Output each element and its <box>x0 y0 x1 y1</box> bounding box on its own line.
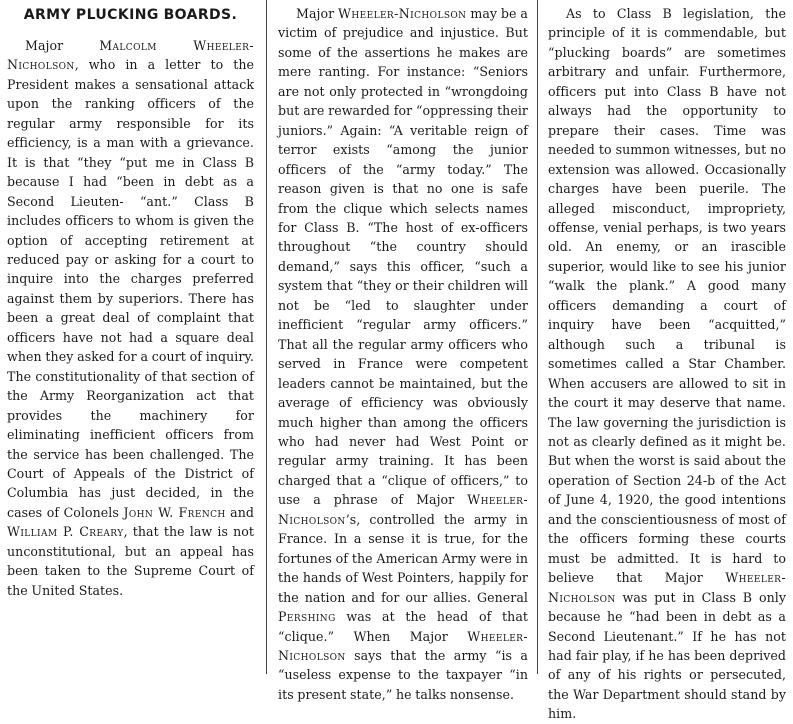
text-run: may be a victim of prejudice and injustice. But some of the assertions he makes are mere ranting. For instance: “Seniors are not only protected in “wrongdoing but are rewarded for “oppressing their juniors.” Again: “A veritable reign of terror exists “among the junior officers of the “army today.” The reason given is that no one is safe from the clique which selects names for Class B. “The host of ex-officers throughout “the country should demand,” says this officer, “such a system that “they or their children will not be “led to slaughter under inefficient “regular army officers.” That all the regular army officers who served in France were competent leaders cannot be maintained, but the average of efficiency was obviously much higher than among the officers who had never had West Point or regular army training. It has been charged that a “clique of officers,” to use a phrase of Major <box>278 6 528 508</box>
text-run: , who in a letter to the President makes a sensational attack upon the ranking officers of the regular army responsible for its efficiency, is a man with a grievance. It is that “they “put me in Class B because I had “been in debt as a Second Lieuten- “ant.” Class B includes officers to whom is given the option of accepting retirement at reduced pay or asking for a court to inquire into the charges preferred against them by superiors. There has been a great deal of complaint that officers have not had a square deal when they asked for a court of inquiry. The constitutionality of that section of the Army Reorganization act that provides the machinery for eliminating inefficient officers from the service has been challenged. The Court of Appeals of the District of Columbia has just decided, in the cases of Colonels <box>7 57 254 520</box>
text-run: Major <box>25 38 100 53</box>
text-run: was at the head of that “clique.” When Major <box>278 609 528 644</box>
text-run: says that the army “is a “useless expense to the taxpayer “in its present state,” he talks nonsense. <box>278 647 528 702</box>
paragraph-1 <box>7 36 254 600</box>
column-1 <box>0 0 261 674</box>
person-name: Wheeler-Nicholson <box>548 570 786 605</box>
article-headline: ARMY PLUCKING BOARDS. <box>23 7 238 23</box>
column-divider <box>537 0 538 674</box>
paragraph-3 <box>548 4 786 724</box>
person-name: John W. French <box>123 504 226 520</box>
text-run: As to Class B legislation, the principle of it is commendable, but “plucking boards” are sometimes arbitrary and unfair. Furthermore, officers put into Class B have not always had the opportunity to prepare their cases. Time was needed to summon witnesses, but no extension was allowed. Occasionally charges have been puerile. The alleged misconduct, impropriety, offense, venial perhaps, is two years old. An enemy, or an irascible superior, would like to see his junior “walk the plank.” A good many officers demanding a court of inquiry have been “acquitted,” although such a tribunal is sometimes called a Star Chamber. When accusers are allowed to sit in the court it may deserve that name. The law governing the jurisdiction is not as clearly defined as it might be. But when the worst is said about the operation of Section 24-b of the Act of June 4, 1920, the good intentions and the conscientiousness of most of the officers forming these courts must be admitted. It is hard to believe that Major <box>548 6 786 586</box>
person-name: William P. Creary <box>7 524 124 540</box>
text-run: ’s, controlled the army in France. In a sense it is true, for the fortunes of the American Army were in the hands of West Pointers, happily for the nation and for our allies. General <box>278 511 528 605</box>
text-run: was put in Class B only because he “had been in debt as a Second Lieutenant.” If he has not had fair play, if he has been deprived of any of his rights or persecuted, the War Department should stand by him. <box>548 589 786 722</box>
person-name: Pershing <box>278 609 336 625</box>
column-2 <box>271 0 535 702</box>
column-divider <box>266 0 267 674</box>
person-name: Wheeler-Nicholson <box>278 628 528 663</box>
person-name: Malcolm Wheeler-Nicholson <box>7 38 254 73</box>
person-name: Wheeler-Nicholson <box>278 492 528 527</box>
text-run: , that the law is not unconstitutional, but an appeal has been taken to the Supreme Court of the United States. <box>7 524 255 598</box>
paragraph-2 <box>278 4 528 704</box>
text-run: Major <box>296 6 339 21</box>
column-3 <box>541 0 793 722</box>
person-name: Wheeler-Nicholson <box>338 6 467 21</box>
text-run: and <box>225 504 255 520</box>
